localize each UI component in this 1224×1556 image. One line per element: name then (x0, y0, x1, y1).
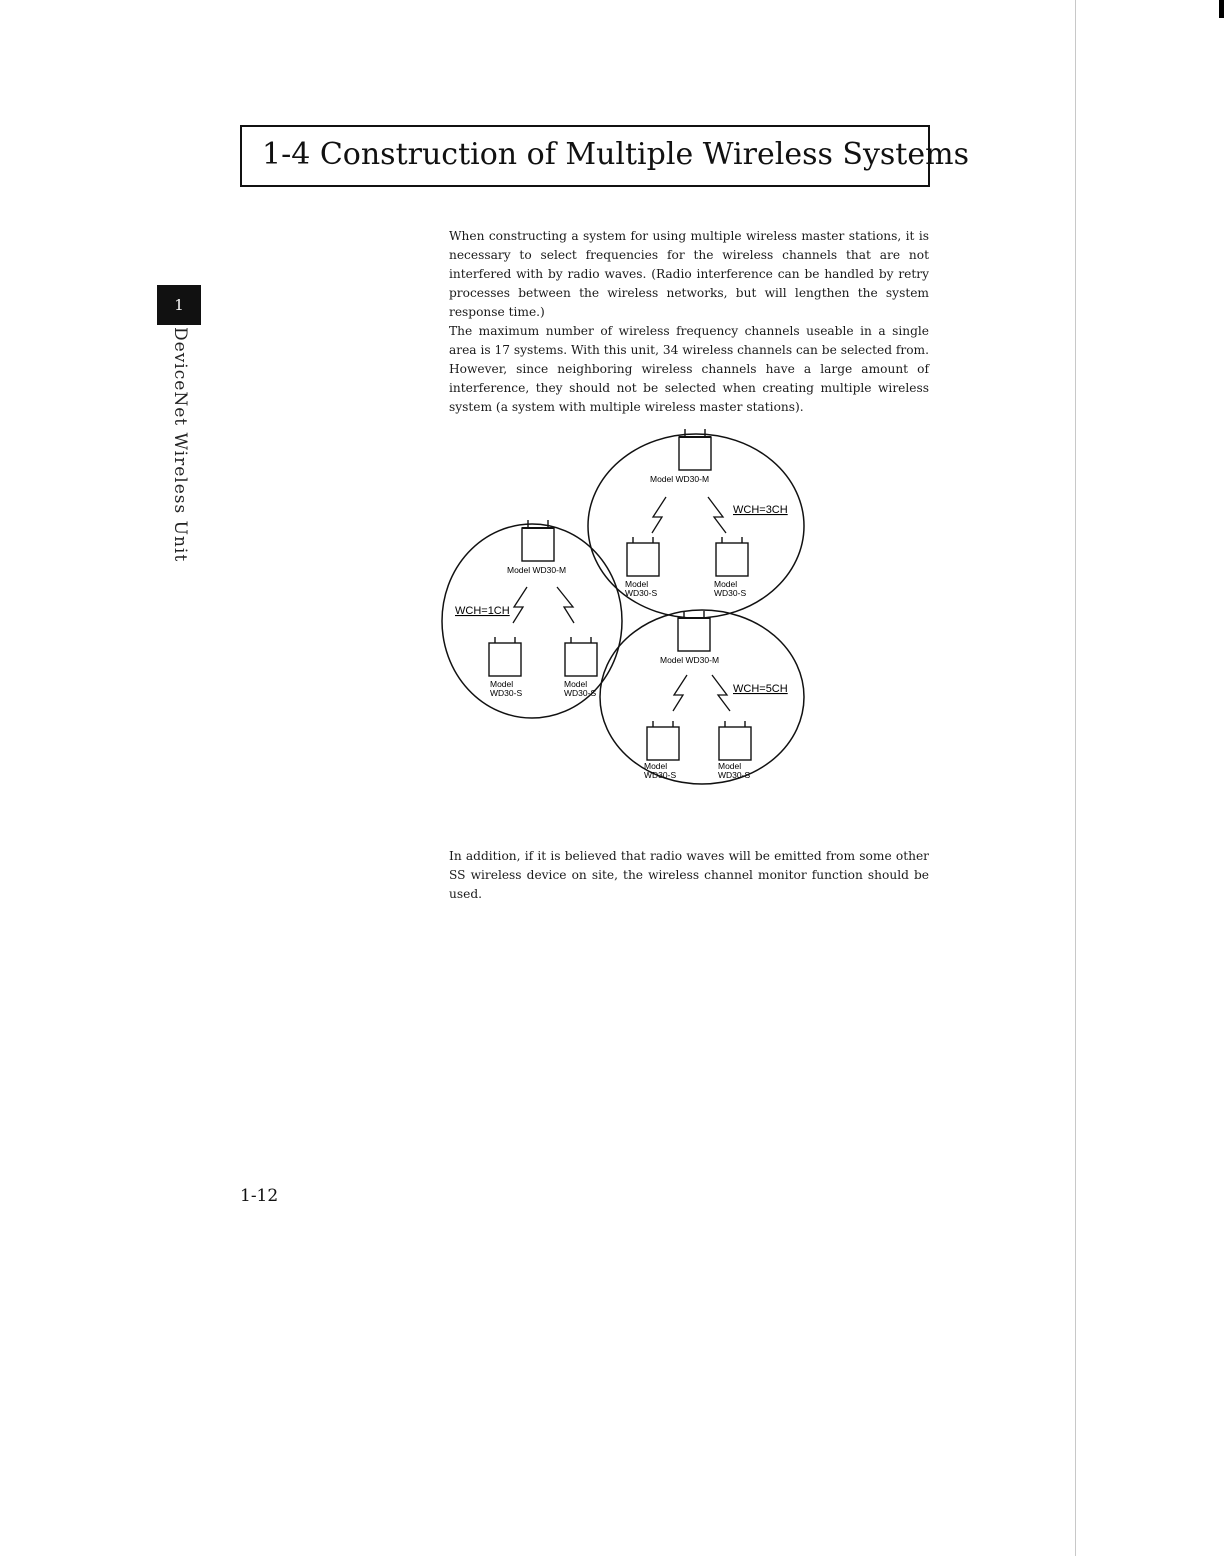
page-number: 1-12 (240, 1186, 279, 1206)
channel-label-bottom: WCH=5CH (733, 683, 788, 695)
cell-top (588, 429, 804, 618)
slave-name-label: WD30-S (625, 588, 658, 598)
slave-name-label: WD30-S (644, 770, 677, 780)
slave-model-label: Model (718, 761, 742, 771)
slave-model-label: Model (490, 679, 514, 689)
radio-link-icon (708, 497, 726, 533)
slave-station-bottom-left (647, 721, 679, 760)
chapter-number: 1 (174, 296, 184, 314)
scan-edge-line (1075, 0, 1076, 1556)
slave-model-label: Model (714, 579, 738, 589)
radio-link-icon (712, 675, 730, 711)
body-paragraph-3: In addition, if it is believed that radio waves will be emitted from some other SS wireless device on site, the wireless channel monitor function should be used. (449, 849, 929, 901)
radio-link-icon (513, 587, 527, 623)
channel-label-top: WCH=3CH (733, 504, 788, 516)
body-paragraph-2: The maximum number of wireless frequency channels useable in a single area is 17 systems. With this unit, 34 wireless channels can be selected from. However, since neighboring wireless channels have a large amount of interference, they should not be selected when creating multiple wireless system (a system with multiple wireless master stations). (449, 324, 929, 414)
slave-station-left-left (489, 637, 521, 676)
section-title: 1-4 Construction of Multiple Wireless Systems (262, 137, 969, 172)
slave-name-label: WD30-S (714, 588, 747, 598)
slave-name-label: WD30-S (718, 770, 751, 780)
slave-station-top-left (627, 537, 659, 576)
scan-corner-mark (1219, 0, 1224, 18)
master-label-top: Model WD30-M (650, 474, 710, 484)
chapter-side-label: DeviceNet Wireless Unit (170, 327, 190, 563)
cell-bottom (600, 610, 804, 784)
master-station-bottom (678, 611, 710, 651)
slave-station-bottom-right (719, 721, 751, 760)
chapter-tab (157, 285, 201, 325)
radio-link-icon (652, 497, 666, 533)
slave-station-left-right (565, 637, 597, 676)
radio-link-icon (557, 587, 574, 623)
cell-left (442, 520, 622, 718)
slave-name-label: WD30-S (564, 688, 597, 698)
slave-model-label: Model (625, 579, 649, 589)
section-title-box (240, 125, 969, 187)
radio-link-icon (673, 675, 687, 711)
master-label-bottom: Model WD30-M (660, 655, 720, 665)
slave-station-top-right (716, 537, 748, 576)
channel-label-left: WCH=1CH (455, 605, 510, 617)
slave-model-label: Model (644, 761, 668, 771)
body-paragraph-1: When constructing a system for using multiple wireless master stations, it is necessary to select frequencies for the wireless channels that are not interfered with by radio waves. (Radio interference can be handled by retry processes between the wireless networks, but will lengthen the system response time.) (449, 229, 929, 319)
slave-model-label: Model (564, 679, 588, 689)
multi-system-diagram (440, 425, 820, 795)
master-label-left: Model WD30-M (507, 565, 567, 575)
slave-name-label: WD30-S (490, 688, 523, 698)
